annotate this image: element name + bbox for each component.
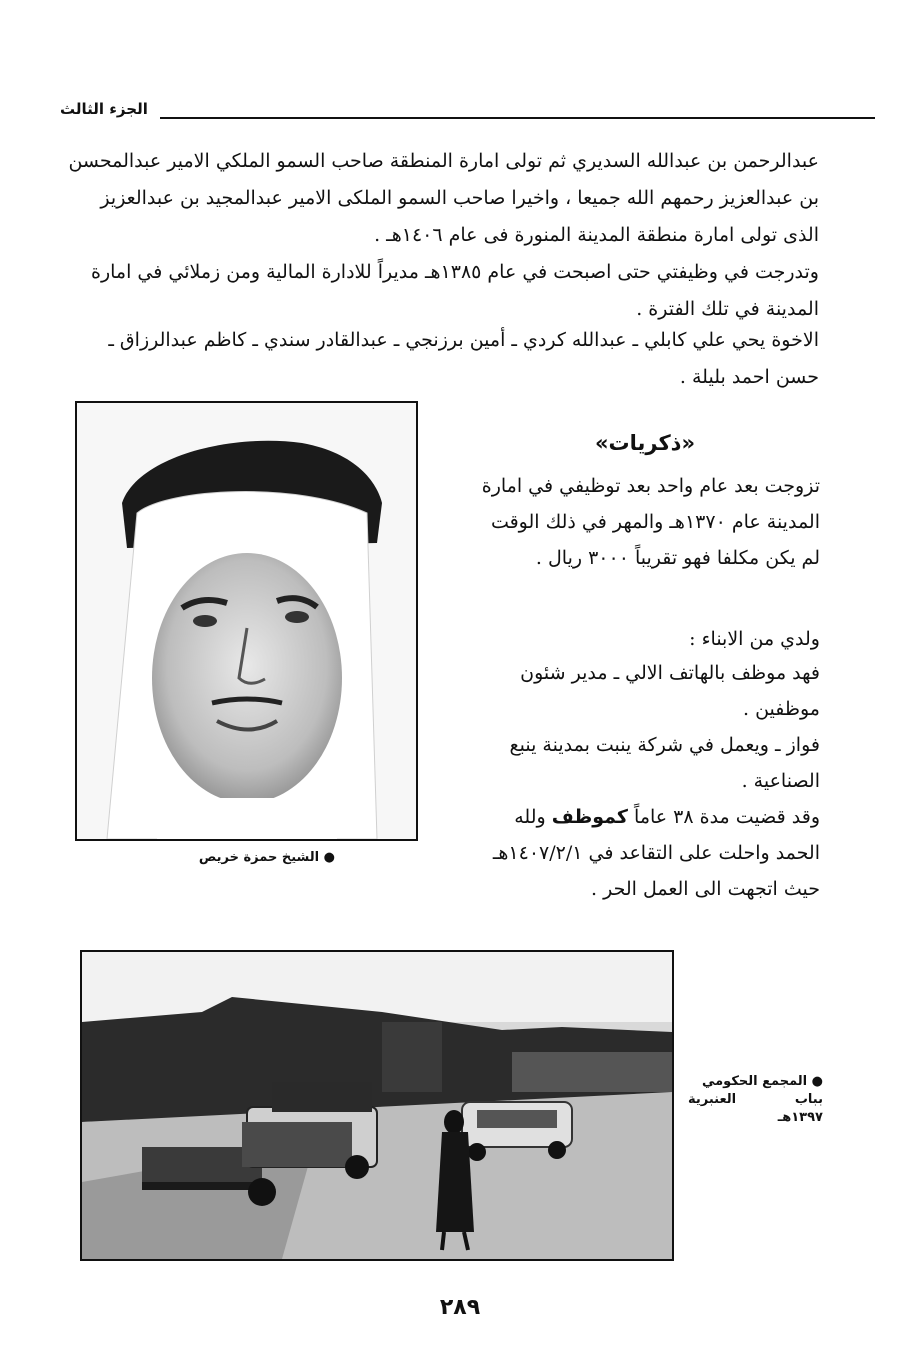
section-header: الجزء الثالث [60, 100, 148, 118]
memories-marriage: تزوجت بعد عام واحد بعد توظيفي في امارة المدينة عام ١٣٧٠هـ والمهر في ذلك الوقت لم يكن مكلفا فهو تقريباً ٣٠٠٠ ريال . [481, 475, 820, 569]
paragraph-successors: عبدالرحمن بن عبدالله السديري ثم تولى امارة المنطقة صاحب السمو الملكي الامير عبدالمحسن بن عبدالعزيز رحمهم الله جميعا ، واخيرا صاحب السمو الملكى الامير عبدالمجيد بن عبدالعزيز الذى تولى امارة منطقة المدينة المنورة فى عام ١٤٠٦هـ . [68, 150, 819, 246]
portrait-caption: ● الشيخ حمزة خريص [198, 850, 335, 865]
retirement-part-1: وقد قضيت مدة ٣٨ عاماً [634, 806, 820, 828]
complex-caption [688, 1073, 823, 1127]
header-rule [160, 117, 875, 119]
memories-heading: «ذكريات» [594, 431, 696, 455]
government-complex-photo [80, 950, 674, 1261]
retirement-emphasis: كموظف [551, 806, 628, 828]
portrait-photo [75, 401, 418, 841]
page-number: ٢٨٩ [439, 1295, 481, 1320]
complex-caption-year: ١٣٩٧هـ [777, 1110, 823, 1125]
memories-children-intro: ولدي من الابناء : [689, 628, 820, 650]
paragraph-colleagues: الاخوة يحي علي كابلي ـ عبدالله كردي ـ أمين برزنجي ـ عبدالقادر سندي ـ كاظم عبدالرزاق ـ حسن احمد بليلة . [108, 329, 819, 388]
complex-caption-location: بباب العنبرية [688, 1092, 823, 1107]
memories-son-fahd: فهد موظف بالهاتف الالي ـ مدير شئون موظفين . [520, 662, 820, 720]
memories-retirement [468, 799, 820, 907]
memories-son-fawaz: فواز ـ ويعمل في شركة ينبت بمدينة ينبع الصناعية . [509, 734, 820, 792]
retirement-part-2: ولله الحمد واحلت على التقاعد في ١٤٠٧/٢/١هـ حيث اتجهت الى العمل الحر . [492, 806, 820, 900]
paragraph-promotion: وتدرجت في وظيفتي حتى اصبحت في عام ١٣٨٥هـ مديراً للادارة المالية ومن زملائي في امارة المدينة في تلك الفترة . [91, 261, 819, 320]
complex-caption-title: ● المجمع الحكومي [701, 1074, 823, 1089]
